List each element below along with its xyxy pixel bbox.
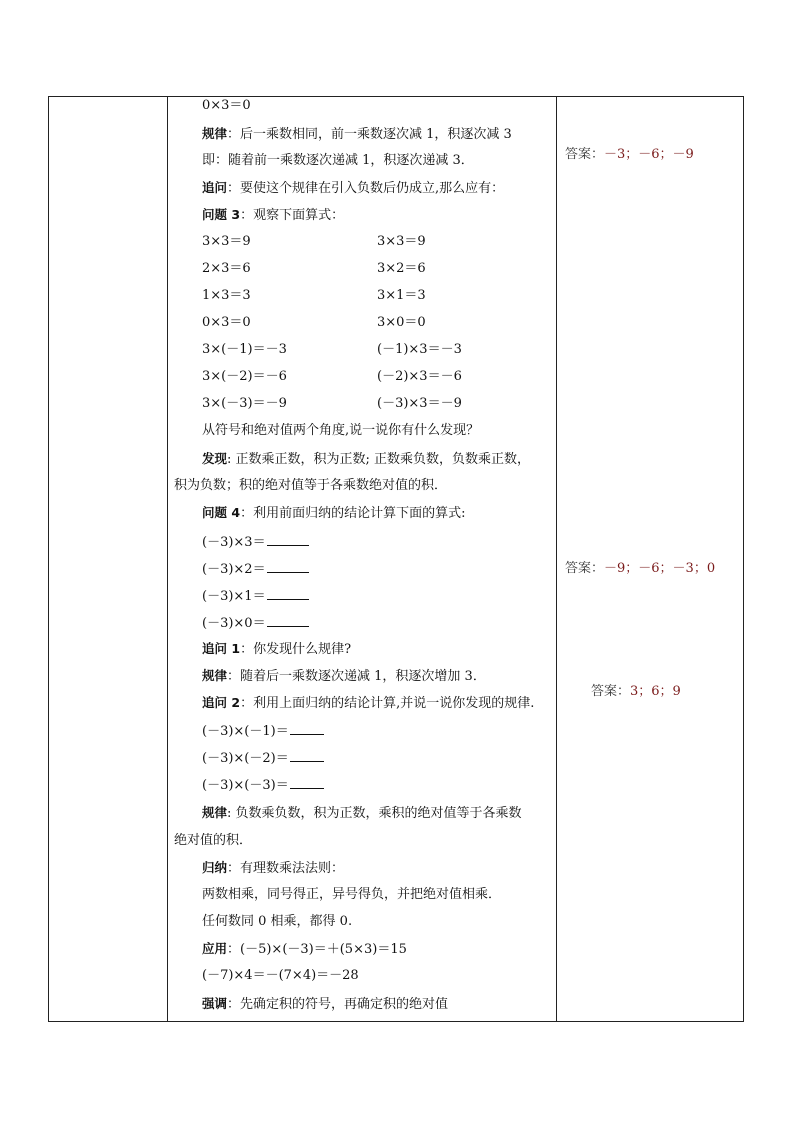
summary-line: 归纳：有理数乘法法则： (202, 860, 345, 876)
answer-note-1: 答案：－3；－6；－9 (565, 147, 694, 162)
answer-note-3: 答案：3；6；9 (591, 684, 681, 699)
answer-blank (290, 776, 324, 789)
equation-row: 3×3＝9 3×3＝9 (202, 234, 426, 249)
answer-blank (290, 722, 324, 735)
content-column (168, 97, 556, 1021)
text-line: 从符号和绝对值两个角度,说一说你有什么发现？ (202, 423, 480, 438)
followup-2-line: 追问 2：利用上面归纳的结论计算,并说一说你发现的规律. (202, 695, 535, 711)
application-line: 应用：(－5)×(－3)＝＋(5×3)＝15 (202, 941, 407, 957)
text-line: 绝对值的积． (174, 833, 253, 848)
equation-row: 3×(－1)＝－3 (－1)×3＝－3 (202, 342, 462, 357)
fill-blank-row: (－3)×3＝ (202, 533, 309, 551)
rule-line: 规律：随着后一乘数逐次递减 1，积逐次增加 3． (202, 668, 486, 684)
answer-blank (267, 614, 309, 627)
fill-blank-row: (－3)×(－3)＝ (202, 776, 324, 794)
text-line: 即：随着前一乘数逐次递减 1，积逐次递减 3． (202, 153, 474, 168)
emphasis-line: 强调：先确定积的符号，再确定积的绝对值 (202, 996, 449, 1012)
fill-blank-row: (－3)×(－1)＝ (202, 722, 324, 740)
fill-blank-row: (－3)×1＝ (202, 587, 309, 605)
fill-blank-row: (－3)×2＝ (202, 560, 309, 578)
answer-note-2: 答案：－9；－6；－3；0 (565, 561, 716, 576)
equation-row: 1×3＝3 3×1＝3 (202, 288, 426, 303)
column-divider-right (556, 97, 557, 1021)
fill-blank-row: (－3)×0＝ (202, 614, 309, 632)
text-line: 任何数同 0 相乘，都得 0. (202, 914, 353, 929)
discovery-line: 发现: 正数乘正数，积为正数; 正数乘负数，负数乘正数， (202, 451, 531, 467)
rule-line: 规律：后一乘数相同，前一乘数逐次减 1，积逐次减 3 (202, 126, 512, 142)
question-3-line: 问题 3：观察下面算式： (202, 207, 345, 223)
answer-blank (267, 533, 309, 546)
answer-blank (267, 587, 309, 600)
answer-blank (267, 560, 309, 573)
lesson-table (48, 96, 744, 1022)
equation-row: 0×3＝0 3×0＝0 (202, 315, 426, 330)
equation-row: 3×(－2)＝－6 (－2)×3＝－6 (202, 369, 462, 384)
followup-1-line: 追问 1：你发现什么规律? (202, 641, 352, 657)
equation-row: 2×3＝6 3×2＝6 (202, 261, 426, 276)
fill-blank-row: (－3)×(－2)＝ (202, 749, 324, 767)
text-line: (－7)×4＝－(7×4)＝－28 (202, 968, 359, 983)
text-line: 0×3＝0 (202, 98, 251, 113)
followup-line: 追问：要使这个规律在引入负数后仍成立,那么应有： (202, 180, 505, 196)
text-line: 积为负数；积的绝对值等于各乘数绝对值的积． (174, 478, 448, 493)
question-4-line: 问题 4：利用前面归纳的结论计算下面的算式: (202, 505, 466, 521)
answer-blank (290, 749, 324, 762)
text-line: 两数相乘，同号得正，异号得负，并把绝对值相乘． (202, 887, 502, 902)
rule-line: 规律: 负数乘负数，积为正数，乘积的绝对值等于各乘数 (202, 805, 522, 821)
equation-row: 3×(－3)＝－9 (－3)×3＝－9 (202, 396, 462, 411)
